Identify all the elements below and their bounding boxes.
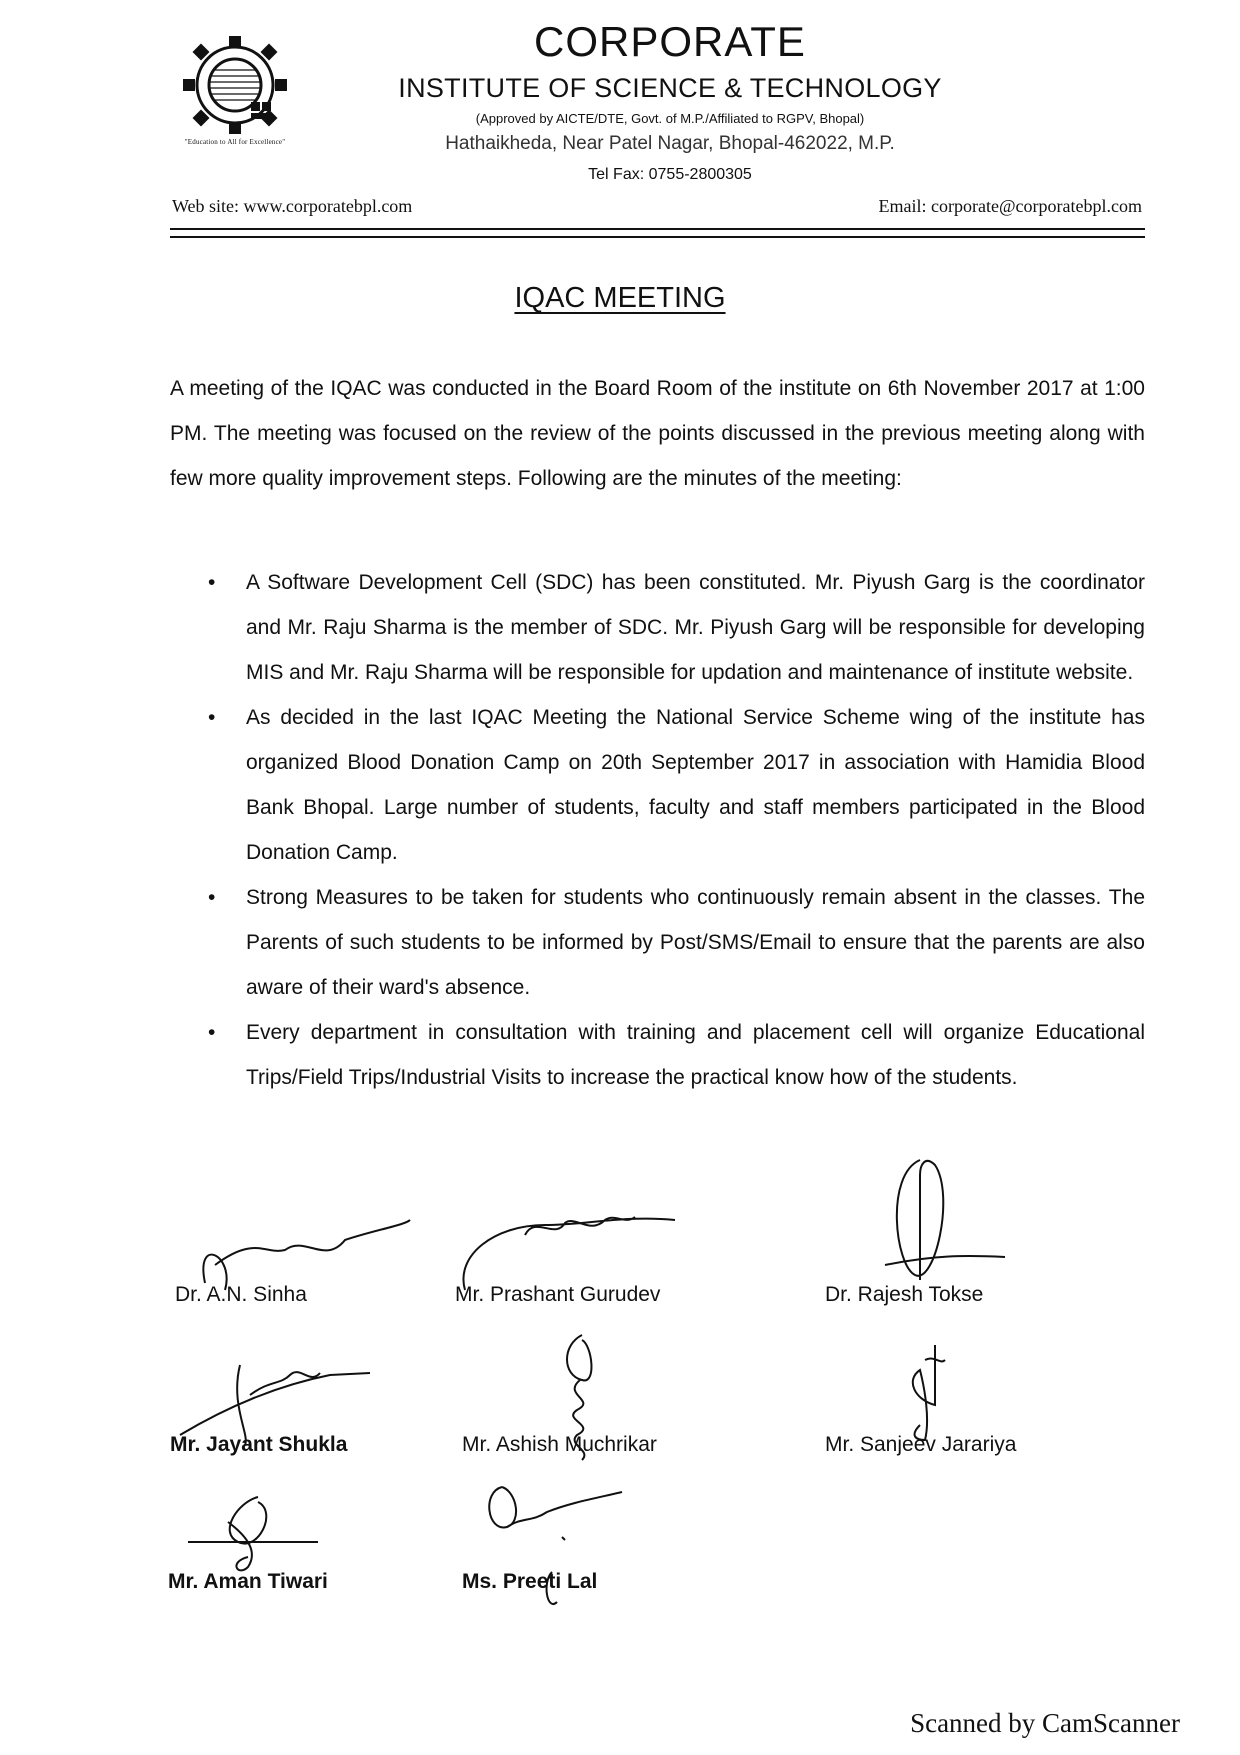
signatory-name: Mr. Ashish Muchrikar (462, 1433, 657, 1456)
signatory-name: Mr. Jayant Shukla (170, 1433, 348, 1456)
signature-block (170, 1345, 470, 1465)
list-item-text: Strong Measures to be taken for students who continuously remain absent in the classes. The Parents of such students to be informed by Post/SMS/Email to ensure that the parents are also aware of their ward's absence. (246, 886, 1145, 999)
bullet-icon: • (208, 1021, 216, 1044)
page-title: IQAC MEETING (514, 282, 726, 314)
signature-block (455, 1195, 755, 1315)
list-item-text: As decided in the last IQAC Meeting the National Service Scheme wing of the institute has organized Blood Donation Camp on 20th September 2017 in association with Hamidia Blood Bank Bhopal. Large number of students, faculty and staff members participated in the Blood Donation Camp. (246, 706, 1145, 864)
institute-name-line2: INSTITUTE OF SCIENCE & TECHNOLOGY (398, 73, 942, 103)
institute-logo (175, 30, 295, 140)
list-item (208, 1010, 1145, 1100)
signature-block (462, 1345, 762, 1465)
signatory-name: Mr. Sanjeev Jarariya (825, 1433, 1017, 1456)
email-text: Email: corporate@corporatebpl.com (878, 196, 1142, 216)
header-divider-top (170, 228, 1145, 230)
scanner-watermark: Scanned by CamScanner (910, 1708, 1180, 1738)
signature-block (825, 1195, 1125, 1315)
signatory-name: Mr. Prashant Gurudev (455, 1283, 661, 1306)
list-item (208, 695, 1145, 875)
list-item-text: Every department in consultation with training and placement cell will organize Educational Trips/Field Trips/Industrial Visits to increase the practical know how of the students. (246, 1021, 1145, 1089)
bullet-icon: • (208, 706, 216, 729)
header-divider-bottom (170, 236, 1145, 238)
logo-tagline: "Education to All for Excellence" (184, 138, 286, 146)
list-item (208, 875, 1145, 1010)
address-line: Hathaikheda, Near Patel Nagar, Bhopal-462022, M.P. (445, 133, 895, 154)
tel-fax-line: Tel Fax: 0755-2800305 (588, 166, 752, 183)
signature-block (825, 1345, 1125, 1465)
institute-name-line1: CORPORATE (534, 18, 806, 65)
signatory-name: Dr. Rajesh Tokse (825, 1283, 984, 1306)
signatory-name: Mr. Aman Tiwari (168, 1570, 328, 1593)
bullet-icon: • (208, 571, 216, 594)
list-item-text: A Software Development Cell (SDC) has been constituted. Mr. Piyush Garg is the coordinator and Mr. Raju Sharma is the member of SDC. Mr. Piyush Garg will be responsible for developing MIS and Mr. Raju Sharma will be responsible for updation and maintenance of institute website. (246, 571, 1145, 684)
signatory-name: Ms. Preeti Lal (462, 1570, 598, 1593)
approval-line: (Approved by AICTE/DTE, Govt. of M.P./Affiliated to RGPV, Bhopal) (475, 111, 865, 126)
bullet-icon: • (208, 886, 216, 909)
signature-block (462, 1482, 762, 1602)
signature-block (175, 1195, 475, 1315)
intro-paragraph: A meeting of the IQAC was conducted in the Board Room of the institute on 6th November 2017 at 1:00 PM. The meeting was focused on the review of the points discussed in the previous meeting along with few more quality improvement steps. Following are the minutes of the meeting: (170, 377, 1145, 490)
website-text: Web site: www.corporatebpl.com (172, 196, 413, 216)
signatory-name: Dr. A.N. Sinha (175, 1283, 307, 1306)
list-item (208, 560, 1145, 695)
signature-block (168, 1482, 468, 1602)
minutes-list (208, 560, 1145, 1100)
